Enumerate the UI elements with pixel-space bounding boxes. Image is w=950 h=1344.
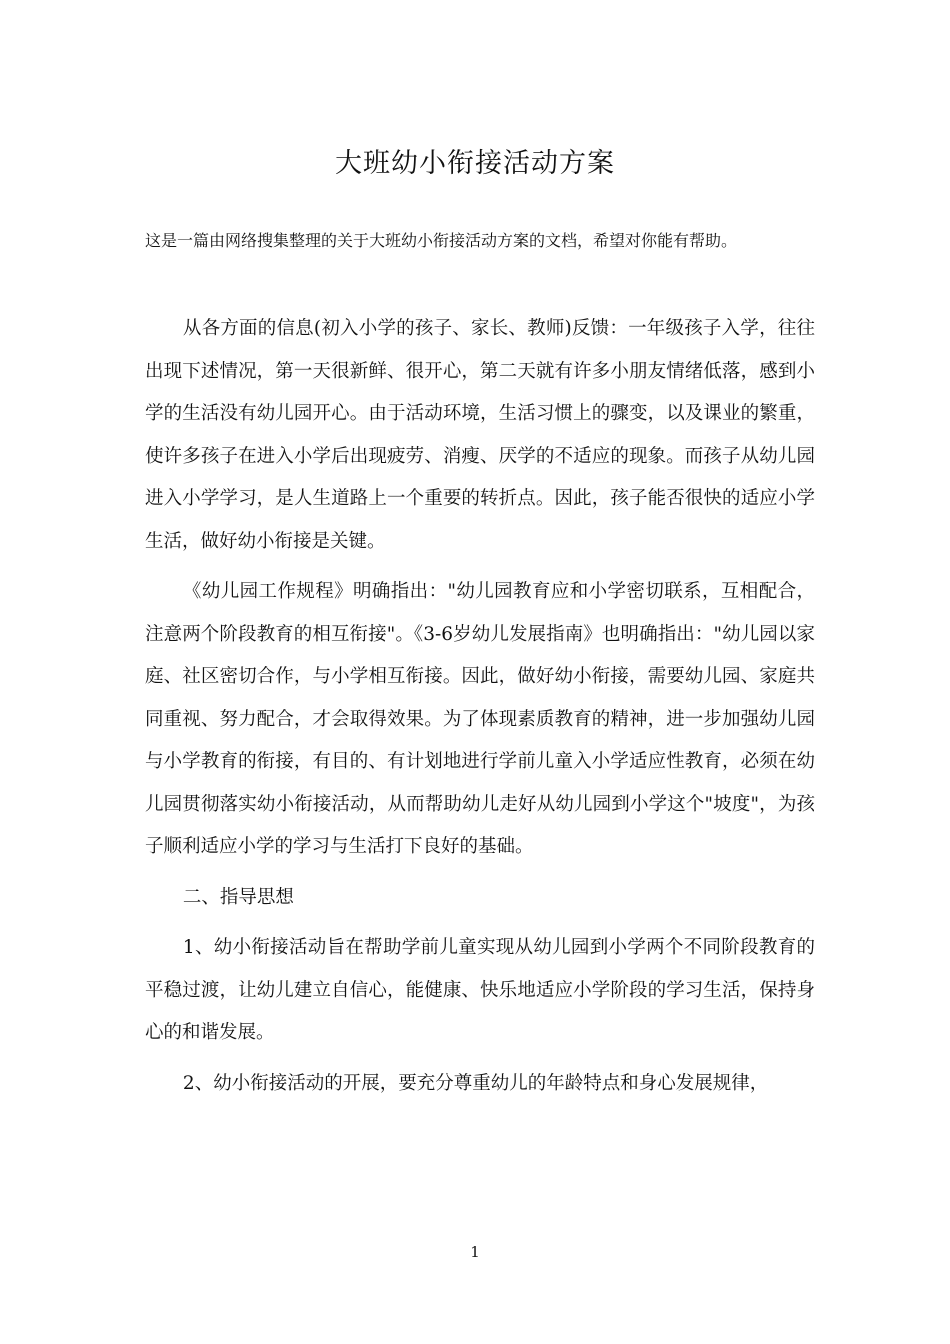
intro-text: 这是一篇由网络搜集整理的关于大班幼小衔接活动方案的文档，希望对你能有帮助。 xyxy=(145,231,738,250)
paragraph-background: 从各方面的信息(初入小学的孩子、家长、教师)反馈：一年级孩子入学，往往出现下述情况，第一天很新鲜、很开心，第二天就有许多小朋友情绪低落，感到小学的生活没有幼儿园开心。由于活动环境，生活习惯上的骤变，以及课业的繁重，使许多孩子在进入小学后出现疲劳、消瘦、厌学的不适应的现象。而孩子从幼儿园进入小学学习，是人生道路上一个重要的转折点。因此，孩子能否很快的适应小学生活，做好幼小衔接是关键。 xyxy=(145,318,815,552)
section-heading-guiding-thought: 二、指导思想 xyxy=(182,886,294,908)
paragraph-regulations: 《幼儿园工作规程》明确指出："幼儿园教育应和小学密切联系，互相配合，注意两个阶段教育的相互衔接"。《3-6岁幼儿发展指南》也明确指出："幼儿园以家庭、社区密切合作，与小学相互衔接。因此，做好幼小衔接，需要幼儿园、家庭共同重视、努力配合，才会取得效果。为了体现素质教育的精神，进一步加强幼儿园与小学教育的衔接，有目的、有计划地进行学前儿童入小学适应性教育，必须在幼儿园贯彻落实幼小衔接活动，从而帮助幼儿走好从幼儿园到小学这个"坡度"，为孩子顺利适应小学的学习与生活打下良好的基础。 xyxy=(145,581,815,857)
document-title: 大班幼小衔接活动方案 xyxy=(335,148,615,179)
paragraph-point-1: 1、幼小衔接活动旨在帮助学前儿童实现从幼儿园到小学两个不同阶段教育的平稳过渡，让幼儿建立自信心，能健康、快乐地适应小学阶段的学习生活，保持身心的和谐发展。 xyxy=(145,937,815,1043)
paragraph-point-2: 2、幼小衔接活动的开展，要充分尊重幼儿的年龄特点和身心发展规律， xyxy=(182,1072,769,1094)
document-body xyxy=(145,308,815,1113)
page-number: 1 xyxy=(470,1243,480,1261)
